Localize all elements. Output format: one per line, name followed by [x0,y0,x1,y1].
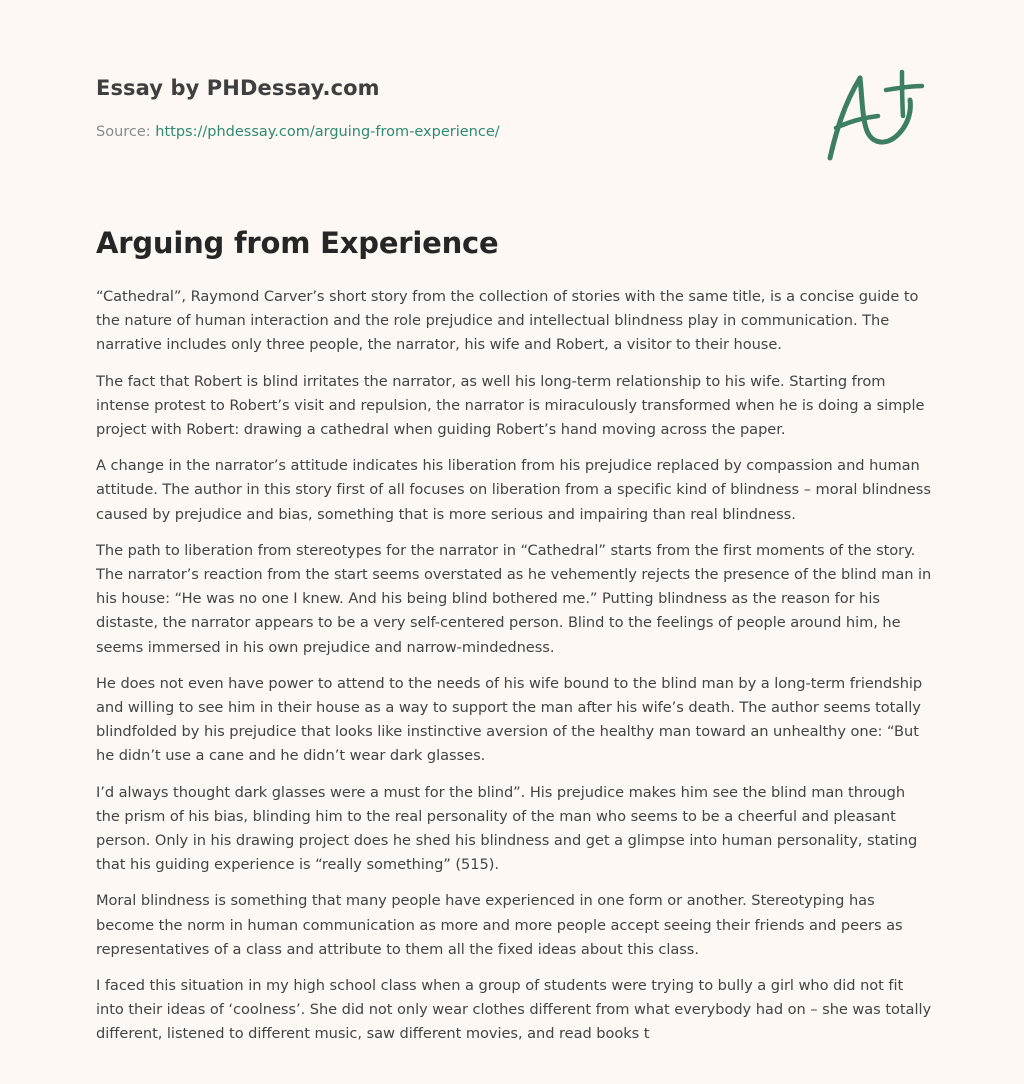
paragraph-5: He does not even have power to attend to the needs of his wife bound to the blind man by a long-term friendship and willing to see him in their house as a way to support the man after his wife’s death. The author seems totally blindfolded by his prejudice that looks like instinctive aversion of the healthy man toward an unhealthy one: “But he didn’t use a cane and he didn’t wear dark glasses. [96,674,923,765]
essay-body [96,285,932,1059]
paragraph-4: The path to liberation from stereotypes for the narrator in “Cathedral” starts from the first moments of the story. The narrator’s reaction from the start seems overstated as he vehemently rejects the presence of the blind man in his house: “He was no one I knew. And his being blind bothered me.” Putting blindness as the reason for his distaste, the narrator appears to be a very self-centered person. Blind to the feelings of people around him, he seems immersed in his own prejudice and narrow-mindedness. [96,541,932,656]
site-title: Essay by PHDessay.com [96,76,380,100]
essay-title: Arguing from Experience [96,226,499,260]
paragraph-2: The fact that Robert is blind irritates the narrator, as well his long-term relationship to his wife. Starting from intense protest to Robert’s visit and repulsion, the narrator is miraculously transformed when he is doing a simple project with Robert: drawing a cathedral when guiding Robert’s hand moving across the paper. [96,372,925,439]
source-line [96,124,500,140]
source-label: Source: [96,124,156,140]
paragraph-8: I faced this situation in my high school class when a group of students were trying to bully a girl who did not fit into their ideas of ‘coolness’. She did not only wear clothes different from what everybody had on – she was totally different, listened to different music, saw different movies, and read books t [96,977,932,1043]
source-link[interactable]: https://phdessay.com/arguing-from-experience/ [155,124,500,140]
a-plus-logo-icon [822,66,928,166]
paragraph-3: A change in the narrator’s attitude indicates his liberation from his prejudice replaced by compassion and human attitude. The author in this story first of all focuses on liberation from a specific kind of blindness – moral blindness caused by prejudice and bias, something that is more serious and impairing than real blindness. [96,457,931,523]
paragraph-6: I’d always thought dark glasses were a must for the blind”. His prejudice makes him see the blind man through the prism of his bias, blinding him to the real personality of the man who seems to be a cheerful and pleasant person. Only in his drawing project does he shed his blindness and get a glimpse into human personality, stating that his guiding experience is “really something” (515). [96,783,918,874]
paragraph-1: “Cathedral”, Raymond Carver’s short story from the collection of stories with the same title, is a concise guide to the nature of human interaction and the role prejudice and intellectual blindness play in communication. The narrative includes only three people, the narrator, his wife and Robert, a visitor to their house. [96,288,919,354]
paragraph-7: Moral blindness is something that many people have experienced in one form or another. Stereotyping has become the norm in human communication as more and more people accept seeing their friends and peers as representatives of a class and attribute to them all the fixed ideas about this class. [96,892,903,958]
